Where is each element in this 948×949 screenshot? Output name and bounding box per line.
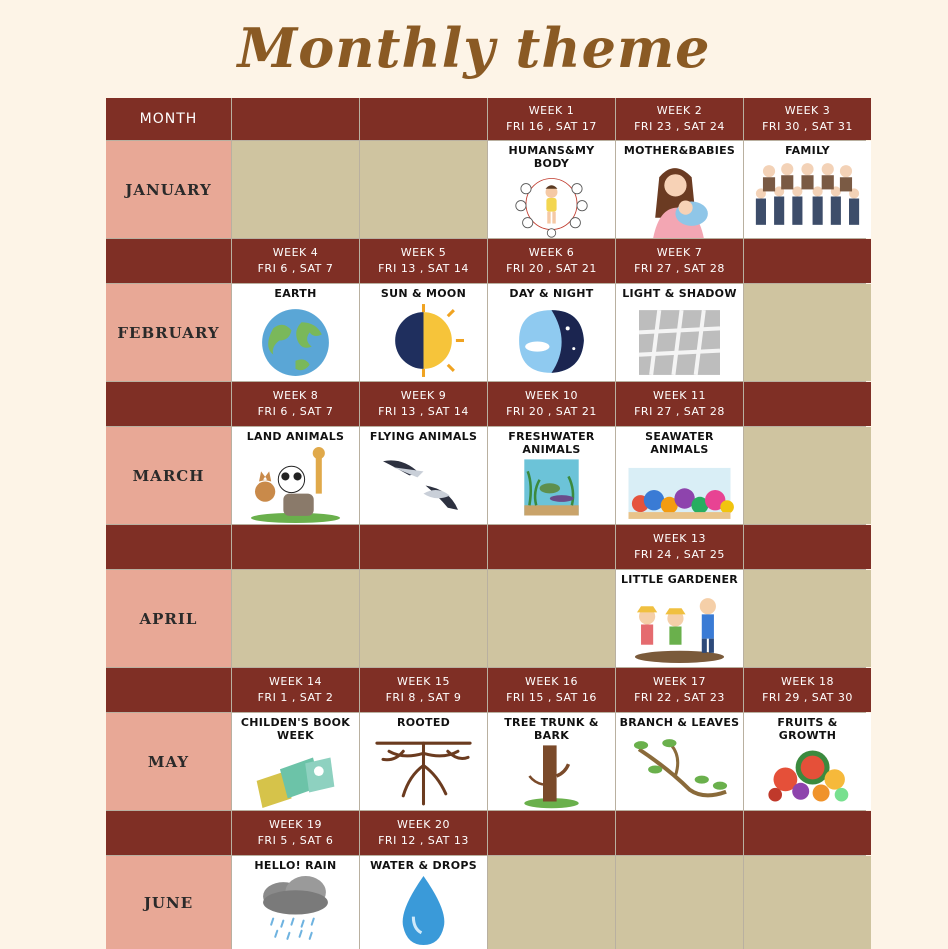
fruits-icon bbox=[744, 742, 871, 810]
theme-label: HELLO! RAIN bbox=[254, 859, 337, 872]
week-header-cell bbox=[616, 811, 743, 855]
week-number: WEEK 8 bbox=[272, 389, 319, 402]
empty-cell bbox=[744, 284, 871, 381]
week-number: WEEK 3 bbox=[784, 104, 831, 117]
month-label-january: JANUARY bbox=[106, 141, 231, 238]
week-header-cell bbox=[616, 98, 743, 140]
week-header-cell bbox=[488, 239, 615, 283]
week-header-cell bbox=[232, 811, 359, 855]
empty-cell bbox=[488, 856, 615, 949]
week-dates: FRI 23 , SAT 24 bbox=[634, 120, 725, 133]
theme-cell bbox=[616, 713, 743, 810]
week-number: WEEK 15 bbox=[397, 675, 450, 688]
theme-label: FRUITS & GROWTH bbox=[777, 716, 838, 742]
week-number: WEEK 10 bbox=[525, 389, 578, 402]
week-dates: FRI 27 , SAT 28 bbox=[634, 405, 725, 418]
week-header-cell bbox=[744, 239, 871, 283]
week-header-cell bbox=[616, 239, 743, 283]
week-dates: FRI 22 , SAT 23 bbox=[634, 691, 725, 704]
empty-cell bbox=[232, 141, 359, 238]
theme-label: EARTH bbox=[274, 287, 317, 300]
week-row-label bbox=[106, 239, 231, 283]
theme-cell bbox=[616, 141, 743, 238]
theme-label: FAMILY bbox=[785, 144, 830, 157]
week-number: WEEK 2 bbox=[656, 104, 703, 117]
week-header-cell bbox=[360, 239, 487, 283]
body-diagram-icon bbox=[488, 170, 615, 238]
week-header-cell bbox=[744, 668, 871, 712]
month-label-april: APRIL bbox=[106, 570, 231, 667]
week-dates: FRI 5 , SAT 6 bbox=[257, 834, 334, 847]
week-dates: FRI 13 , SAT 14 bbox=[378, 262, 469, 275]
theme-cell bbox=[232, 284, 359, 381]
theme-label: MOTHER&BABIES bbox=[623, 144, 736, 157]
week-number: WEEK 16 bbox=[525, 675, 578, 688]
week-dates: FRI 20 , SAT 21 bbox=[506, 262, 597, 275]
week-dates: FRI 29 , SAT 30 bbox=[762, 691, 853, 704]
week-header-cell bbox=[744, 98, 871, 140]
week-header-cell bbox=[616, 668, 743, 712]
week-dates: FRI 24 , SAT 25 bbox=[634, 548, 725, 561]
week-number: WEEK 9 bbox=[400, 389, 447, 402]
week-row-label bbox=[106, 525, 231, 569]
theme-label: ROOTED bbox=[396, 716, 451, 729]
week-header-cell bbox=[488, 525, 615, 569]
mother-baby-icon bbox=[616, 157, 743, 238]
week-header-cell bbox=[360, 668, 487, 712]
page-title: Monthly theme bbox=[237, 16, 711, 80]
tree-trunk-icon bbox=[488, 742, 615, 810]
family-icon bbox=[744, 157, 871, 238]
week-header-cell bbox=[232, 98, 359, 140]
empty-cell bbox=[744, 427, 871, 524]
theme-cell bbox=[488, 141, 615, 238]
week-header-cell bbox=[360, 98, 487, 140]
month-label-february: FEBRUARY bbox=[106, 284, 231, 381]
week-number: WEEK 17 bbox=[653, 675, 706, 688]
empty-cell bbox=[744, 856, 871, 949]
week-header-cell bbox=[488, 382, 615, 426]
week-number: WEEK 6 bbox=[528, 246, 575, 259]
theme-cell bbox=[232, 427, 359, 524]
branch-icon bbox=[616, 729, 743, 810]
empty-cell bbox=[360, 570, 487, 667]
window-shadow-icon bbox=[616, 300, 743, 381]
empty-cell bbox=[232, 570, 359, 667]
roots-icon bbox=[360, 729, 487, 810]
week-header-cell bbox=[360, 382, 487, 426]
birds-icon bbox=[360, 443, 487, 524]
theme-label: FRESHWATER ANIMALS bbox=[508, 430, 595, 456]
theme-cell bbox=[232, 856, 359, 949]
week-dates: FRI 27 , SAT 28 bbox=[634, 262, 725, 275]
week-number: WEEK 7 bbox=[656, 246, 703, 259]
month-column-header: MONTH bbox=[106, 98, 231, 140]
month-label-may: MAY bbox=[106, 713, 231, 810]
week-dates: FRI 15 , SAT 16 bbox=[506, 691, 597, 704]
theme-label: TREE TRUNK & BARK bbox=[504, 716, 599, 742]
theme-cell bbox=[360, 284, 487, 381]
theme-cell bbox=[232, 713, 359, 810]
week-dates: FRI 12 , SAT 13 bbox=[378, 834, 469, 847]
week-header-cell bbox=[616, 382, 743, 426]
week-dates: FRI 30 , SAT 31 bbox=[762, 120, 853, 133]
coral-reef-icon bbox=[616, 456, 743, 524]
week-dates: FRI 1 , SAT 2 bbox=[257, 691, 334, 704]
theme-cell bbox=[616, 570, 743, 667]
theme-label: LAND ANIMALS bbox=[246, 430, 345, 443]
theme-label: SUN & MOON bbox=[380, 287, 467, 300]
gardener-kids-icon bbox=[616, 586, 743, 667]
books-icon bbox=[232, 742, 359, 810]
theme-cell bbox=[616, 427, 743, 524]
earth-icon bbox=[232, 300, 359, 381]
theme-cell bbox=[360, 856, 487, 949]
week-number: WEEK 4 bbox=[272, 246, 319, 259]
week-header-cell bbox=[360, 811, 487, 855]
empty-cell bbox=[360, 141, 487, 238]
theme-label: DAY & NIGHT bbox=[509, 287, 594, 300]
day-night-icon bbox=[488, 300, 615, 381]
land-animals-icon bbox=[232, 443, 359, 524]
theme-label: WATER & DROPS bbox=[370, 859, 477, 872]
week-number: WEEK 18 bbox=[781, 675, 834, 688]
week-header-cell bbox=[744, 382, 871, 426]
theme-label: LITTLE GARDENER bbox=[620, 573, 739, 586]
calendar-grid bbox=[106, 98, 866, 949]
empty-cell bbox=[744, 570, 871, 667]
theme-cell bbox=[616, 284, 743, 381]
week-header-cell bbox=[232, 239, 359, 283]
empty-cell bbox=[616, 856, 743, 949]
week-header-cell bbox=[232, 525, 359, 569]
theme-cell bbox=[488, 713, 615, 810]
sun-moon-icon bbox=[360, 300, 487, 381]
rain-cloud-icon bbox=[232, 872, 359, 949]
month-label-march: MARCH bbox=[106, 427, 231, 524]
week-header-cell bbox=[488, 668, 615, 712]
theme-cell bbox=[360, 713, 487, 810]
week-header-cell bbox=[744, 811, 871, 855]
theme-label: CHILDEN'S BOOK WEEK bbox=[240, 716, 351, 742]
theme-label: LIGHT & SHADOW bbox=[622, 287, 737, 300]
month-label-june: JUNE bbox=[106, 856, 231, 949]
week-header-cell bbox=[616, 525, 743, 569]
theme-cell bbox=[360, 427, 487, 524]
aquarium-icon bbox=[488, 456, 615, 524]
week-header-cell bbox=[232, 382, 359, 426]
week-header-cell bbox=[744, 525, 871, 569]
week-number: WEEK 5 bbox=[400, 246, 447, 259]
week-row-label bbox=[106, 668, 231, 712]
week-dates: FRI 16 , SAT 17 bbox=[506, 120, 597, 133]
week-dates: FRI 6 , SAT 7 bbox=[257, 262, 334, 275]
week-header-cell bbox=[488, 811, 615, 855]
week-row-label bbox=[106, 382, 231, 426]
theme-label: BRANCH & LEAVES bbox=[619, 716, 740, 729]
empty-cell bbox=[488, 570, 615, 667]
week-header-cell bbox=[360, 525, 487, 569]
week-number: WEEK 1 bbox=[528, 104, 575, 117]
theme-cell bbox=[744, 713, 871, 810]
week-number: WEEK 14 bbox=[269, 675, 322, 688]
week-dates: FRI 6 , SAT 7 bbox=[257, 405, 334, 418]
theme-label: FLYING ANIMALS bbox=[369, 430, 478, 443]
week-number: WEEK 13 bbox=[653, 532, 706, 545]
theme-label: HUMANS&MY BODY bbox=[508, 144, 595, 170]
week-number: WEEK 19 bbox=[269, 818, 322, 831]
theme-label: SEAWATER ANIMALS bbox=[645, 430, 714, 456]
theme-cell bbox=[488, 284, 615, 381]
week-row-label bbox=[106, 811, 231, 855]
week-header-cell bbox=[488, 98, 615, 140]
theme-cell bbox=[488, 427, 615, 524]
week-dates: FRI 20 , SAT 21 bbox=[506, 405, 597, 418]
week-dates: FRI 13 , SAT 14 bbox=[378, 405, 469, 418]
week-number: WEEK 20 bbox=[397, 818, 450, 831]
week-number: WEEK 11 bbox=[653, 389, 706, 402]
water-drop-icon bbox=[360, 872, 487, 949]
week-dates: FRI 8 , SAT 9 bbox=[385, 691, 462, 704]
theme-cell bbox=[744, 141, 871, 238]
week-header-cell bbox=[232, 668, 359, 712]
